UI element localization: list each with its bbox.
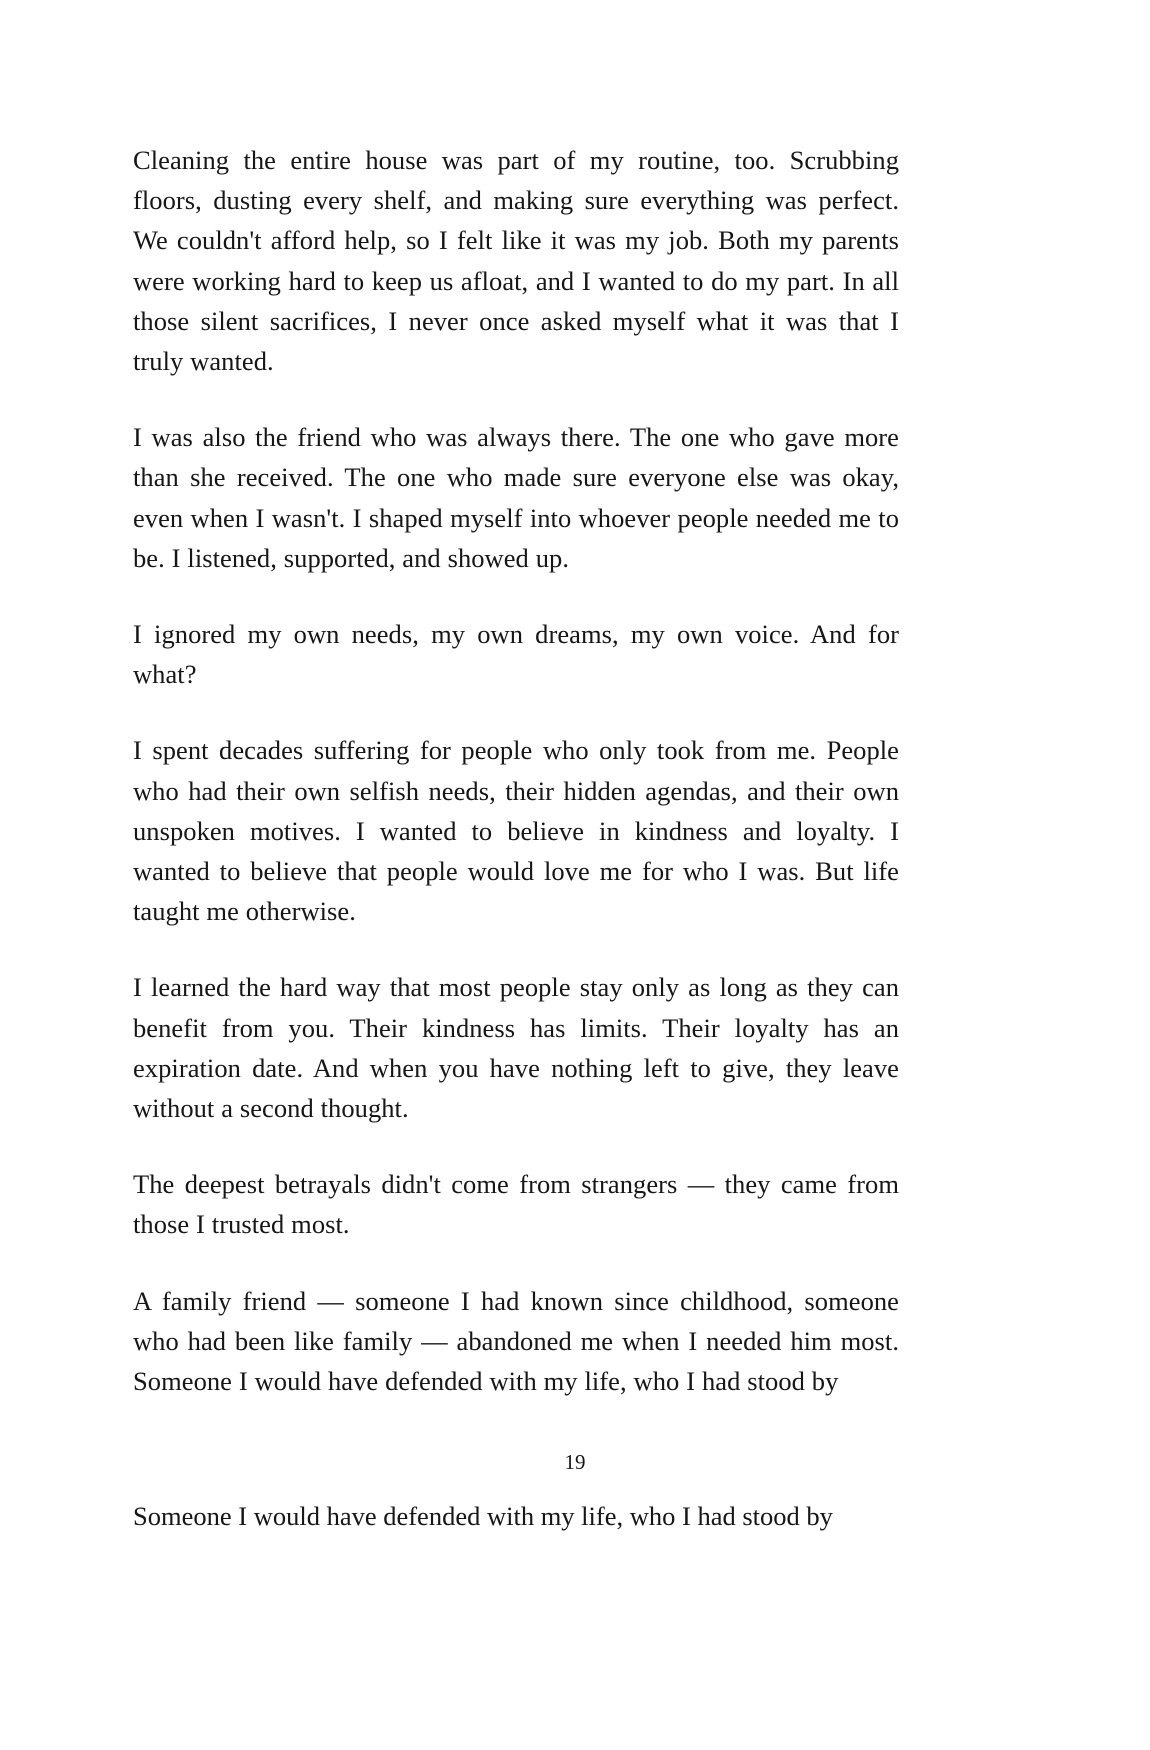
paragraph-6: The deepest betrayals didn't come from strangers — they came from those I trusted most.: [133, 1169, 899, 1240]
overflow-line: Someone I would have defended with my life, who I had stood by: [133, 1501, 833, 1531]
paragraph-5: I learned the hard way that most people stay only as long as they can benefit from you. Their kindness has limits. Their loyalty has an expiration date. And when you have nothing left to give, they leave without a second thought.: [133, 972, 899, 1124]
paragraph-4: I spent decades suffering for people who only took from me. People who had their own selfish needs, their hidden agendas, and their own unspoken motives. I wanted to believe in kindness and loyalty. I wanted to believe that people would love me for who I was. But life taught me otherwise.: [133, 735, 899, 927]
paragraph-7: A family friend — someone I had known since childhood, someone who had been like family — abandoned me when I needed him most. Someone I would have defended with my life, who I had stood by: [133, 1285, 899, 1397]
overflow-text-block: [133, 1496, 899, 1536]
paragraph-1: Cleaning the entire house was part of my routine, too. Scrubbing floors, dusting every shelf, and making sure everything was perfect. We couldn't afford help, so I felt like it was my job. Both my parents were working hard to keep us afloat, and I wanted to do my part. In all those silent sacrifices, I never once asked myself what it was that I truly wanted.: [133, 145, 899, 377]
paragraph-2: I was also the friend who was always there. The one who gave more than she received. The one who made sure everyone else was okay, even when I wasn't. I shaped myself into whoever people needed me to be. I listened, supported, and showed up.: [133, 422, 899, 573]
body-text-block: [133, 140, 899, 1401]
paragraph-3: I ignored my own needs, my own dreams, my own voice. And for what?: [133, 619, 899, 690]
page-number: 19: [564, 1450, 586, 1474]
